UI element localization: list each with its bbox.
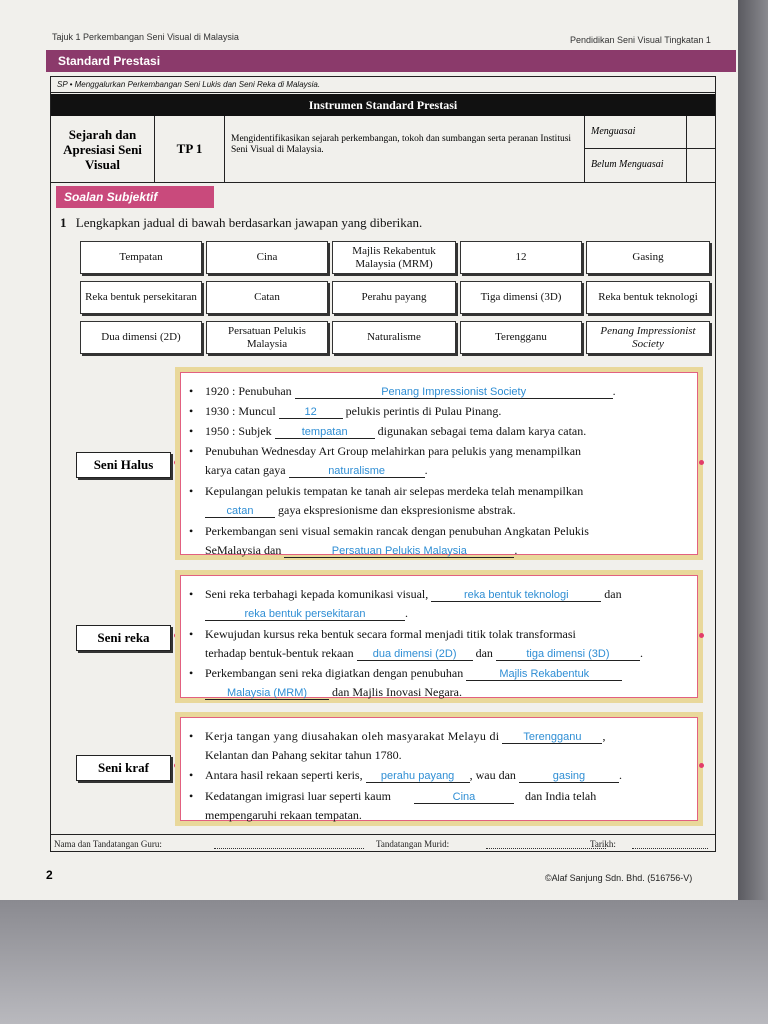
word-box: Majlis Rekabentuk Malaysia (MRM) — [332, 241, 456, 274]
word-box: Tiga dimensi (3D) — [460, 281, 582, 314]
answer-field[interactable]: Cina — [414, 791, 514, 804]
instrumen-title: Instrumen Standard Prestasi — [51, 94, 715, 116]
word-box: Gasing — [586, 241, 710, 274]
word-box: Dua dimensi (2D) — [80, 321, 202, 354]
tp-menguasai: Menguasai — [585, 116, 687, 149]
teacher-signature-label: Nama dan Tandatangan Guru: — [54, 839, 162, 849]
answer-field[interactable]: tiga dimensi (3D) — [496, 648, 640, 661]
page-number: 2 — [46, 868, 53, 882]
date-field[interactable] — [632, 839, 708, 849]
tp-belum-menguasai: Belum Menguasai — [585, 149, 687, 182]
word-box: Persatuan Pelukis Malaysia — [206, 321, 328, 354]
word-box: Terengganu — [460, 321, 582, 354]
label-seni-kraf: Seni kraf — [76, 755, 171, 781]
question-number: 1 — [60, 215, 67, 230]
answer-field[interactable]: Malaysia (MRM) — [205, 687, 329, 700]
answer-field[interactable]: catan — [205, 505, 275, 518]
word-box: 12 — [460, 241, 582, 274]
tp-checkbox-menguasai[interactable] — [687, 116, 715, 149]
answer-field[interactable]: Majlis Rekabentuk — [466, 668, 622, 681]
word-box: Penang Impressionist Society — [586, 321, 710, 354]
page-edge-shadow — [738, 0, 768, 900]
sp-statement: SP • Menggalurkan Perkembangan Seni Lukis dan Seni Reka di Malaysia. — [50, 76, 716, 92]
word-box: Reka bentuk teknologi — [586, 281, 710, 314]
answer-field[interactable]: naturalisme — [289, 465, 425, 478]
student-signature-field[interactable] — [486, 839, 606, 849]
soalan-subjektif-tag: Soalan Subjektif — [56, 186, 214, 208]
label-seni-reka: Seni reka — [76, 625, 171, 651]
connector-dot — [699, 763, 704, 768]
signature-row — [50, 834, 716, 855]
word-box: Naturalisme — [332, 321, 456, 354]
header-subject: Pendidikan Seni Visual Tingkatan 1 — [570, 35, 711, 45]
answer-field[interactable]: Persatuan Pelukis Malaysia — [284, 545, 514, 558]
word-box: Catan — [206, 281, 328, 314]
teacher-signature-field[interactable] — [214, 839, 364, 849]
answer-field[interactable]: gasing — [519, 770, 619, 783]
word-box: Tempatan — [80, 241, 202, 274]
answer-field[interactable]: perahu payang — [366, 770, 470, 783]
question-1 — [60, 215, 422, 231]
tp-topic: Sejarah dan Apresiasi Seni Visual — [51, 116, 155, 182]
background-surface — [0, 900, 768, 1024]
connector-dot — [699, 633, 704, 638]
tp-checkbox-belum[interactable] — [687, 149, 715, 182]
answer-field[interactable]: Terengganu — [502, 731, 602, 744]
answer-field[interactable]: reka bentuk teknologi — [431, 589, 601, 602]
word-box: Cina — [206, 241, 328, 274]
tp-description: Mengidentifikasikan sejarah perkembangan, tokoh dan sumbangan serta peranan Institusi Seni Visual di Malaysia. — [225, 116, 585, 182]
tp-level: TP 1 — [155, 116, 225, 182]
answer-field[interactable]: reka bentuk persekitaran — [205, 608, 405, 621]
header-chapter: Tajuk 1 Perkembangan Seni Visual di Malaysia — [52, 32, 239, 42]
answer-field[interactable]: tempatan — [275, 426, 375, 439]
panel-seni-reka: • Seni reka terbahagi kepada komunikasi visual, reka bentuk teknologi dan reka bentuk persekitaran . • Kewujudan kursus reka bentuk secara formal menjadi titik tolak transformasi terhadap bentuk-bentuk rekaan dua dimensi (2D) dan tiga dimensi (3D) . • Perkembangan seni reka digiatkan dengan penubuhan Majlis Rekabentuk Malaysia (MRM) dan Majlis Inovasi Negara. — [175, 570, 703, 703]
label-seni-halus: Seni Halus — [76, 452, 171, 478]
panel-seni-halus: • 1920 : Penubuhan Penang Impressionist Society . • 1930 : Muncul 12 pelukis perintis di Pulau Pinang. • 1950 : Subjek tempatan digunakan sebagai tema dalam karya catan. • Penubuhan Wednesday Art Group melahirkan para pelukis yang menampilkan karya catan gaya naturalisme . • Kepulangan pelukis tempatan ke tanah air selepas merdeka telah menampilkan catan gaya ekspresionisme dan ekspresionisme abstrak. • Perkembangan seni visual semakin rancak dengan penubuhan Angkatan Pelukis SeMalaysia dan Persatuan Pelukis Malaysia . — [175, 367, 703, 560]
question-text: Lengkapkan jadual di bawah berdasarkan jawapan yang diberikan. — [75, 215, 423, 230]
date-label: Tarikh: — [590, 839, 616, 849]
answer-field[interactable]: 12 — [279, 406, 343, 419]
panel-seni-kraf: • Kerja tangan yang diusahakan oleh masyarakat Melayu di Terengganu , Kelantan dan Pahang sekitar tahun 1780. • Antara hasil rekaan seperti keris, perahu payang , wau dan gasing . • Kedatangan imigrasi luar seperti kaum Cina dan India telah mempengaruhi rekaan tempatan. — [175, 712, 703, 826]
word-box: Reka bentuk persekitaran — [80, 281, 202, 314]
answer-field[interactable]: Penang Impressionist Society — [295, 386, 613, 399]
word-box: Perahu payang — [332, 281, 456, 314]
copyright: ©Alaf Sanjung Sdn. Bhd. (516756-V) — [545, 873, 693, 883]
standard-prestasi-bar: Standard Prestasi — [46, 50, 736, 72]
tp-table — [51, 116, 715, 183]
connector-dot — [699, 460, 704, 465]
student-signature-label: Tandatangan Murid: — [376, 839, 450, 849]
answer-field[interactable]: dua dimensi (2D) — [357, 648, 473, 661]
